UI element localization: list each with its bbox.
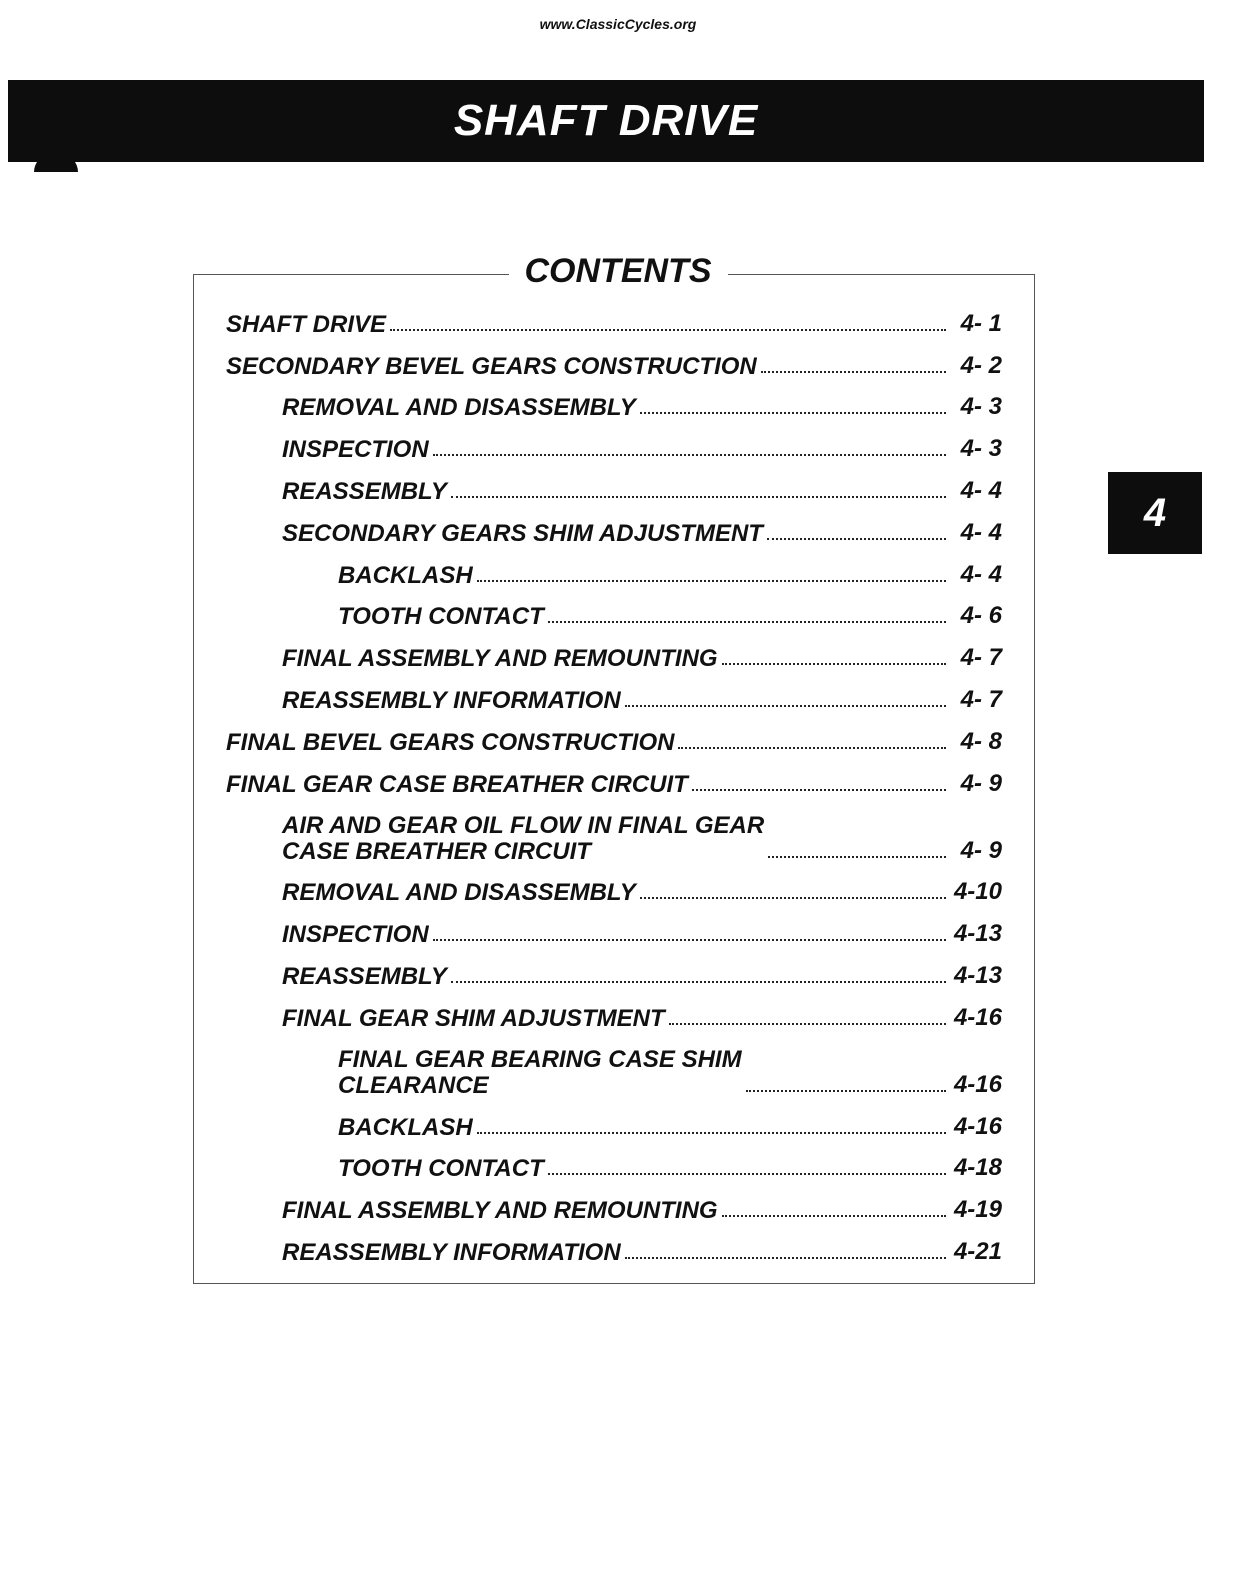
- toc-entry-page: 4- 1: [960, 309, 1002, 337]
- toc-entry[interactable]: [226, 1099, 1002, 1141]
- toc-entry-label: TOOTH CONTACT: [338, 603, 544, 631]
- toc-entry[interactable]: [226, 906, 1002, 948]
- dot-leader: [433, 454, 946, 456]
- toc-entry[interactable]: [226, 421, 1002, 463]
- toc-entry-page: 4-21: [953, 1237, 1002, 1265]
- toc-entry-label-line1: AIR AND GEAR OIL FLOW IN FINAL GEAR: [282, 811, 765, 839]
- dot-leader: [669, 1023, 946, 1025]
- dot-leader: [678, 747, 946, 749]
- toc-entry-label: REMOVAL AND DISASSEMBLY: [282, 394, 636, 422]
- toc-entry-page: 4- 9: [960, 769, 1002, 797]
- toc-entry-label: REASSEMBLY INFORMATION: [282, 686, 621, 714]
- toc-entry-page: 4-10: [953, 878, 1002, 906]
- toc-entry-label: [282, 813, 764, 865]
- toc-entry[interactable]: [226, 547, 1002, 589]
- toc-entry-page: 4- 3: [960, 435, 1002, 463]
- toc-entry[interactable]: [226, 756, 1002, 798]
- dot-leader: [768, 856, 946, 858]
- toc-entry[interactable]: [226, 296, 1002, 338]
- toc-entry-label: SHAFT DRIVE: [226, 310, 387, 338]
- toc-entry-page: 4- 4: [960, 476, 1002, 504]
- toc-entry-label: SECONDARY GEARS SHIM ADJUSTMENT: [282, 519, 763, 547]
- toc-entry-page: 4-13: [953, 961, 1002, 989]
- table-of-contents: [226, 296, 1002, 1266]
- toc-entry[interactable]: [226, 948, 1002, 990]
- toc-entry-page: 4- 2: [960, 351, 1002, 379]
- toc-entry[interactable]: [226, 630, 1002, 672]
- dot-leader: [761, 371, 946, 373]
- toc-entry-label: TOOTH CONTACT: [338, 1155, 544, 1183]
- toc-entry-page: 4- 6: [960, 602, 1002, 630]
- toc-entry[interactable]: [226, 865, 1002, 907]
- dot-leader: [722, 663, 946, 665]
- toc-entry-page: 4-13: [953, 920, 1002, 948]
- toc-entry[interactable]: [226, 1182, 1002, 1224]
- toc-entry-page: 4-16: [953, 1003, 1002, 1031]
- site-url: www.ClassicCycles.org: [539, 16, 697, 32]
- toc-entry-label: FINAL GEAR CASE BREATHER CIRCUIT: [226, 770, 688, 798]
- dot-leader: [625, 1257, 946, 1259]
- toc-entry[interactable]: [226, 714, 1002, 756]
- toc-entry-page: 4-16: [953, 1112, 1002, 1140]
- dot-leader: [548, 1173, 946, 1175]
- toc-entry[interactable]: [226, 1032, 1002, 1099]
- toc-entry[interactable]: [226, 505, 1002, 547]
- toc-entry[interactable]: [226, 990, 1002, 1032]
- toc-entry-label: FINAL GEAR SHIM ADJUSTMENT: [282, 1004, 665, 1032]
- contents-heading: CONTENTS: [509, 252, 728, 291]
- toc-entry[interactable]: [226, 1224, 1002, 1266]
- toc-entry-label: REASSEMBLY INFORMATION: [282, 1238, 621, 1266]
- toc-entry-page: 4- 7: [960, 644, 1002, 672]
- toc-entry-label: REASSEMBLY: [282, 962, 447, 990]
- chapter-title-banner: [8, 80, 1204, 162]
- chapter-tab: [1108, 472, 1202, 554]
- toc-entry-label: REMOVAL AND DISASSEMBLY: [282, 879, 636, 907]
- toc-entry-page: 4- 4: [960, 518, 1002, 546]
- toc-entry-page: 4- 8: [960, 727, 1002, 755]
- chapter-number: 4: [1143, 490, 1167, 535]
- toc-entry-page: 4- 3: [960, 393, 1002, 421]
- dot-leader: [390, 329, 946, 331]
- toc-entry-label: FINAL BEVEL GEARS CONSTRUCTION: [226, 728, 675, 756]
- toc-entry[interactable]: [226, 589, 1002, 631]
- toc-entry[interactable]: [226, 798, 1002, 865]
- toc-entry-label: SECONDARY BEVEL GEARS CONSTRUCTION: [226, 352, 757, 380]
- toc-entry[interactable]: [226, 338, 1002, 380]
- toc-entry-label-line2: CLEARANCE: [338, 1071, 489, 1099]
- toc-entry-page: 4- 7: [960, 685, 1002, 713]
- dot-leader: [433, 939, 946, 941]
- toc-entry-page: 4- 9: [960, 836, 1002, 864]
- dot-leader: [640, 412, 946, 414]
- toc-entry[interactable]: [226, 672, 1002, 714]
- toc-entry-label: FINAL ASSEMBLY AND REMOUNTING: [282, 645, 718, 673]
- toc-entry[interactable]: [226, 1141, 1002, 1183]
- toc-entry-page: 4-18: [953, 1154, 1002, 1182]
- dot-leader: [625, 705, 946, 707]
- toc-entry-page: 4-16: [953, 1070, 1002, 1098]
- toc-entry-page: 4- 4: [960, 560, 1002, 588]
- dot-leader: [746, 1090, 946, 1092]
- toc-entry[interactable]: [226, 463, 1002, 505]
- dot-leader: [640, 897, 946, 899]
- toc-entry-label-line2: CASE BREATHER CIRCUIT: [282, 837, 591, 865]
- toc-entry-label: BACKLASH: [338, 561, 473, 589]
- chapter-title: SHAFT DRIVE: [453, 96, 759, 145]
- toc-entry-label: FINAL ASSEMBLY AND REMOUNTING: [282, 1197, 718, 1225]
- dot-leader: [451, 496, 946, 498]
- dot-leader: [477, 580, 946, 582]
- dot-leader: [692, 789, 946, 791]
- dot-leader: [477, 1132, 946, 1134]
- toc-entry-label: BACKLASH: [338, 1113, 473, 1141]
- toc-entry-label: REASSEMBLY: [282, 477, 447, 505]
- dot-leader: [451, 981, 946, 983]
- toc-entry-label: [338, 1047, 742, 1099]
- toc-entry-label-line1: FINAL GEAR BEARING CASE SHIM: [338, 1045, 742, 1073]
- toc-entry-page: 4-19: [953, 1196, 1002, 1224]
- toc-entry[interactable]: [226, 380, 1002, 422]
- dot-leader: [548, 621, 946, 623]
- dot-leader: [722, 1215, 946, 1217]
- toc-entry-label: INSPECTION: [282, 436, 429, 464]
- toc-entry-label: INSPECTION: [282, 921, 429, 949]
- dot-leader: [767, 538, 946, 540]
